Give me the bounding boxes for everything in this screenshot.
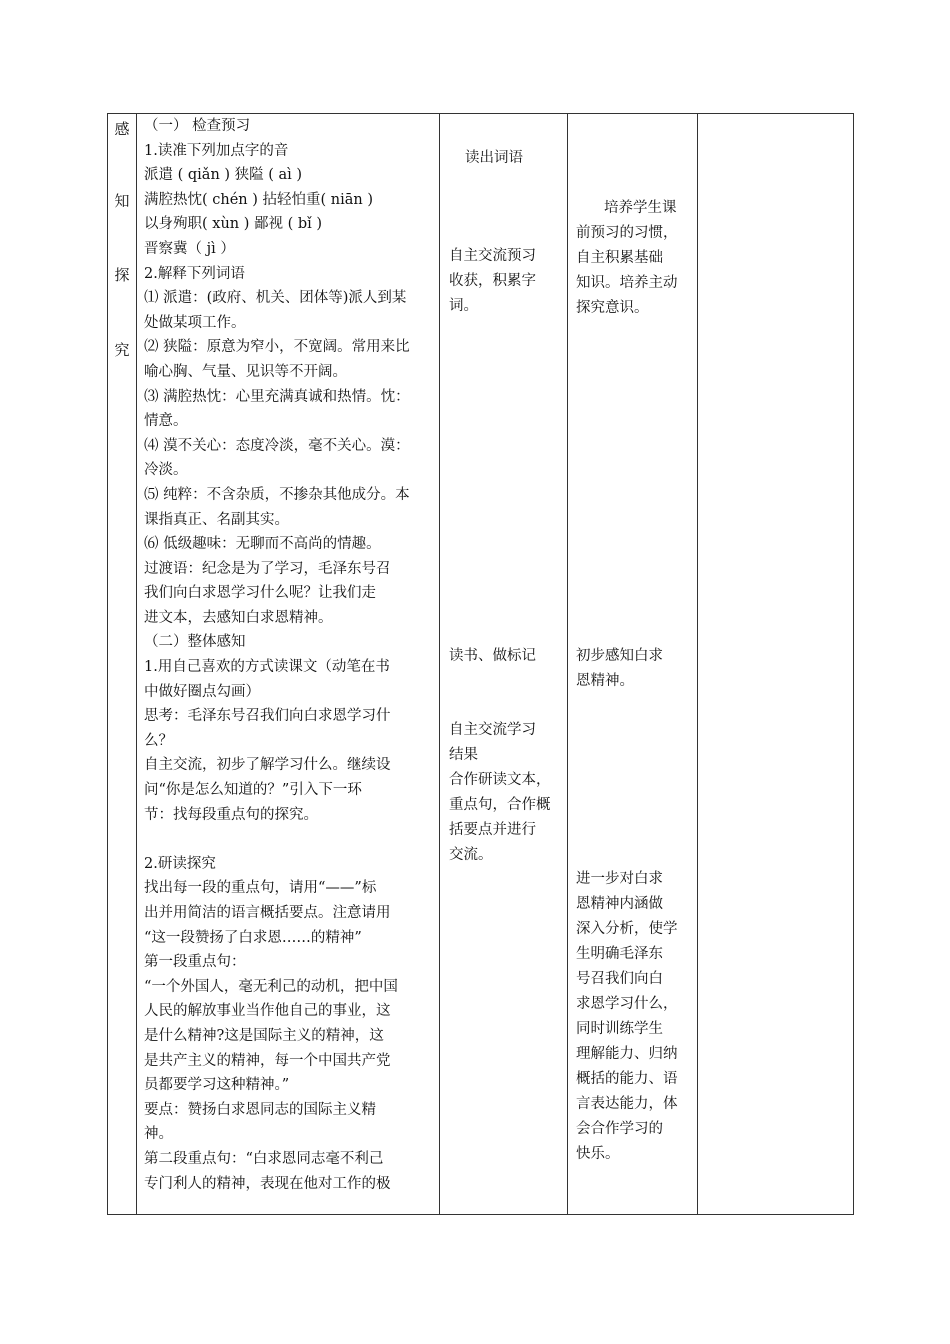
intent-line: 号召我们向白 <box>576 971 663 987</box>
intent-line: 概括的能力、语 <box>576 1071 678 1087</box>
activity-block <box>449 244 561 319</box>
content-line: ⑵ 狭隘：原意为窄小，不宽阔。常用来比 <box>144 339 410 356</box>
intent-block <box>576 867 678 1167</box>
content-line: 1.读准下列加点字的音 <box>144 142 289 159</box>
content-line: 满腔热忱( chén ) 拈轻怕重( niān ) <box>144 191 374 208</box>
activity-line: 自主交流预习 <box>449 248 536 264</box>
content-line: 出并用简洁的语言概括要点。注意请用 <box>144 905 391 921</box>
intent-line: 培养学生课 <box>604 200 677 216</box>
content-line: 第一段重点句： <box>144 954 246 971</box>
content-line: 1.用自己喜欢的方式读课文（动笔在书 <box>144 659 390 676</box>
design-intent-column <box>567 114 697 1214</box>
activity-line: 结果 <box>449 747 478 763</box>
intent-line: 恩精神内涵做 <box>576 896 663 912</box>
content-line: 2.研读探究 <box>144 855 216 872</box>
teaching-content <box>144 114 434 1196</box>
content-line: 问“你是怎么知道的？”引入下一环 <box>144 782 362 799</box>
content-line: （二）整体感知 <box>144 634 246 651</box>
content-line: 冷淡。 <box>144 462 188 479</box>
stage-char: 探 <box>114 266 130 284</box>
content-line: 进文本，去感知白求恩精神。 <box>144 609 333 626</box>
content-line: 我们向白求恩学习什么呢？让我们走 <box>144 585 376 602</box>
activity-line: 读书、做标记 <box>449 648 536 664</box>
content-line <box>144 827 434 852</box>
intent-line: 知识。培养主动 <box>576 275 678 291</box>
intent-line: 进一步对白求 <box>576 871 663 887</box>
intent-line: 会合作学习的 <box>576 1121 663 1137</box>
content-line: 专门利人的精神，表现在他对工作的极 <box>144 1175 391 1192</box>
content-line: 过渡语：纪念是为了学习，毛泽东号召 <box>144 560 391 577</box>
content-line: 人民的解放事业当作他自己的事业，这 <box>144 1003 391 1020</box>
content-line: 神。 <box>144 1126 173 1143</box>
activity-line: 词。 <box>449 298 478 314</box>
activity-line: 合作研读文本， <box>449 772 551 788</box>
intent-block <box>576 644 663 694</box>
activity-line: 自主交流学习 <box>449 722 536 738</box>
intent-line: 同时训练学生 <box>576 1021 663 1037</box>
intent-line: 恩精神。 <box>576 673 634 689</box>
content-line: 情意。 <box>144 413 188 430</box>
lesson-table <box>107 113 854 1215</box>
stage-char: 究 <box>114 341 130 359</box>
activity-block <box>449 718 551 868</box>
activity-line: 括要点并进行 <box>449 822 536 838</box>
intent-block <box>576 196 678 321</box>
content-line: 节：找每段重点句的探究。 <box>144 806 318 823</box>
content-line: ⑹ 低级趣味：无聊而不高尚的情趣。 <box>144 536 381 553</box>
activity-line: 交流。 <box>449 847 493 863</box>
content-line: ⑷ 漠不关心：态度冷淡，毫不关心。漠： <box>144 437 410 454</box>
content-line: 处做某项工作。 <box>144 314 246 331</box>
intent-line: 初步感知白求 <box>576 648 663 664</box>
content-line: （一） 检查预习 <box>144 118 251 134</box>
content-line: 2.解释下列词语 <box>144 265 245 282</box>
content-line: 么？ <box>144 732 173 749</box>
activity-block <box>449 644 536 669</box>
stage-column <box>108 114 136 1214</box>
intent-line: 探究意识。 <box>576 300 649 316</box>
activity-block <box>465 146 523 171</box>
intent-line: 生明确毛泽东 <box>576 946 663 962</box>
content-line: 第二段重点句：“白求恩同志毫不利己 <box>144 1150 384 1167</box>
activity-line: 收获，积累字 <box>449 273 536 289</box>
content-line: 是什么精神?这是国际主义的精神，这 <box>144 1027 384 1044</box>
content-line: “这一段赞扬了白求恩……的精神” <box>144 929 362 946</box>
content-line: 要点：赞扬白求恩同志的国际主义精 <box>144 1101 376 1118</box>
stage-char: 知 <box>114 192 130 210</box>
content-line: ⑸ 纯粹：不含杂质，不掺杂其他成分。本 <box>144 486 410 503</box>
teaching-content-column <box>136 114 439 1214</box>
content-line: 中做好圈点勾画） <box>144 683 260 700</box>
content-line: 课指真正、名副其实。 <box>144 511 289 528</box>
intent-line: 言表达能力，体 <box>576 1096 678 1112</box>
content-line: “一个外国人，毫无利己的动机，把中国 <box>144 978 398 995</box>
content-line: 晋察冀（ jì ） <box>144 240 235 257</box>
intent-line: 前预习的习惯， <box>576 225 678 241</box>
content-line: ⑴ 派遣：(政府、机关、团体等)派人到某 <box>144 290 407 307</box>
content-line: 员都要学习这种精神。” <box>144 1077 290 1094</box>
activity-line: 读出词语 <box>465 150 523 166</box>
intent-line: 自主积累基础 <box>576 250 663 266</box>
content-line: 自主交流，初步了解学习什么。继续设 <box>144 757 391 774</box>
content-line: ⑶ 满腔热忱：心里充满真诚和热情。忱： <box>144 388 410 405</box>
intent-line: 求恩学习什么， <box>576 996 678 1012</box>
intent-line: 深入分析，使学 <box>576 921 678 937</box>
content-line: 喻心胸、气量、见识等不开阔。 <box>144 363 347 380</box>
stage-char: 感 <box>114 120 130 138</box>
content-line: 以身殉职( xùn ) 鄙视 ( bǐ ) <box>144 216 323 233</box>
activity-line: 重点句，合作概 <box>449 797 551 813</box>
content-line: 是共产主义的精神，每一个中国共产党 <box>144 1052 391 1069</box>
intent-line: 快乐。 <box>576 1146 620 1162</box>
content-line: 派遣 ( qiǎn ) 狭隘 ( aì ) <box>144 167 303 184</box>
intent-line: 理解能力、归纳 <box>576 1046 678 1062</box>
content-line: 找出每一段的重点句，请用“——”标 <box>144 880 377 897</box>
content-line: 思考：毛泽东号召我们向白求恩学习什 <box>144 708 391 725</box>
student-activity-column <box>439 114 567 1214</box>
notes-column <box>697 114 855 1214</box>
